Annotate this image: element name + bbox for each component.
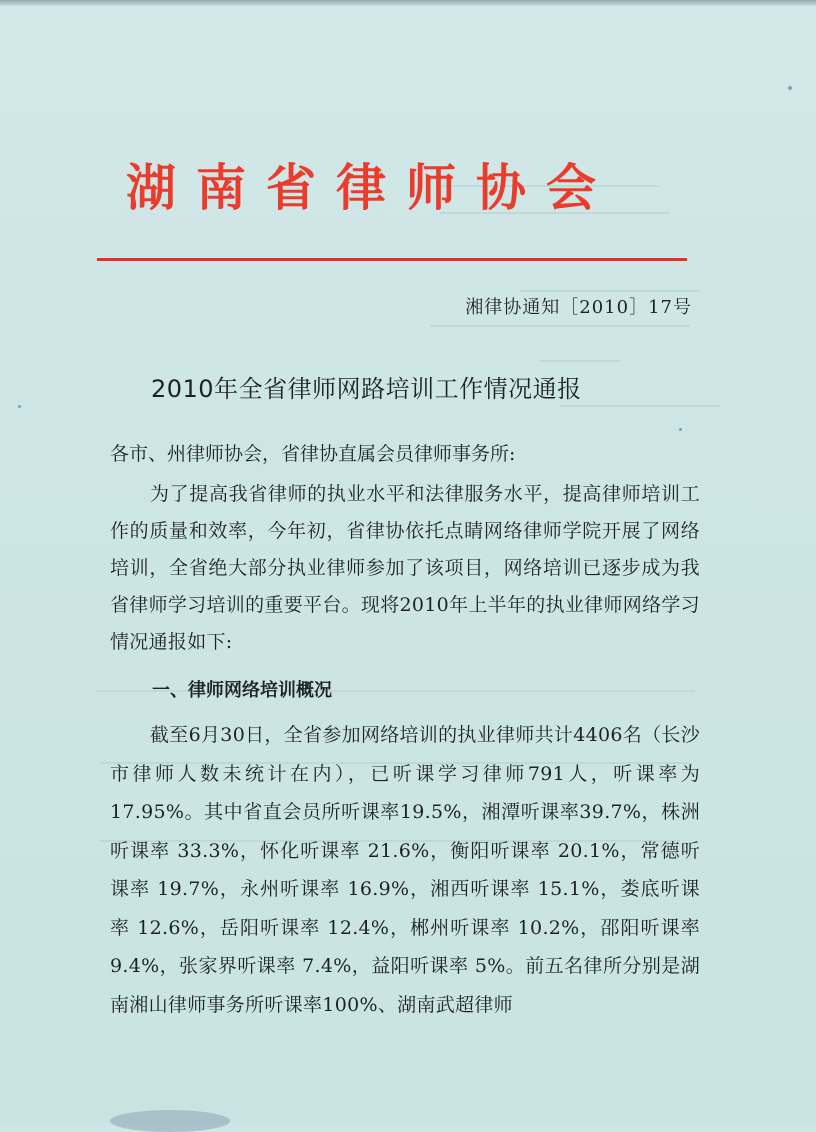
scan-top-edge — [0, 0, 816, 6]
body-paragraph-statistics: 截至6月30日，全省参加网络培训的执业律师共计4406名（长沙市律师人数未统计在内），已听课学习律师791人，听课率为17.95%。其中省直会员所听课率19.5%，湘潭听课率39.7%，株洲听课率 33.3%，怀化听课率 21.6%，衡阳听课率 20.1%，常德听课率 19.7%，永州听课率 16.9%，湘西听课率 15.1%，娄底听课率 12.6%，岳阳听课率 12.4%，郴州听课率 10.2%，邵阳听课率 9.4%，张家界听课率 7.4%，益阳听课率 5%。前五名律所分别是湖南湘山律师事务所听课率100%、湖南武超律师 — [110, 724, 700, 1016]
bleed-through-line — [520, 290, 700, 292]
salutation: 各市、州律师协会，省律协直属会员律师事务所: — [110, 443, 516, 465]
section-heading: 一、律师网络培训概况 — [152, 680, 332, 701]
scan-shadow — [110, 1110, 230, 1132]
scan-speck — [788, 86, 792, 90]
letterhead-organization: 湖南省律师协会 — [126, 158, 616, 217]
bleed-through-line — [560, 405, 720, 407]
document-number: 湘律协通知［2010］17号 — [465, 297, 692, 318]
body-paragraph-intro: 为了提高我省律师的执业水平和法律服务水平，提高律师培训工作的质量和效率，今年初，省律协依托点睛网络律师学院开展了网络培训，全省绝大部分执业律师参加了该项目，网络培训已逐步成为我省律师学习培训的重要平台。现将2010年上半年的执业律师网络学习情况通报如下: — [110, 483, 700, 653]
bleed-through-line — [430, 325, 690, 327]
letterhead-red-rule — [97, 258, 687, 261]
bleed-through-line — [540, 360, 620, 362]
document-title: 2010年全省律师网路培训工作情况通报 — [151, 375, 582, 403]
scan-speck — [18, 405, 21, 408]
scan-speck — [679, 428, 682, 431]
